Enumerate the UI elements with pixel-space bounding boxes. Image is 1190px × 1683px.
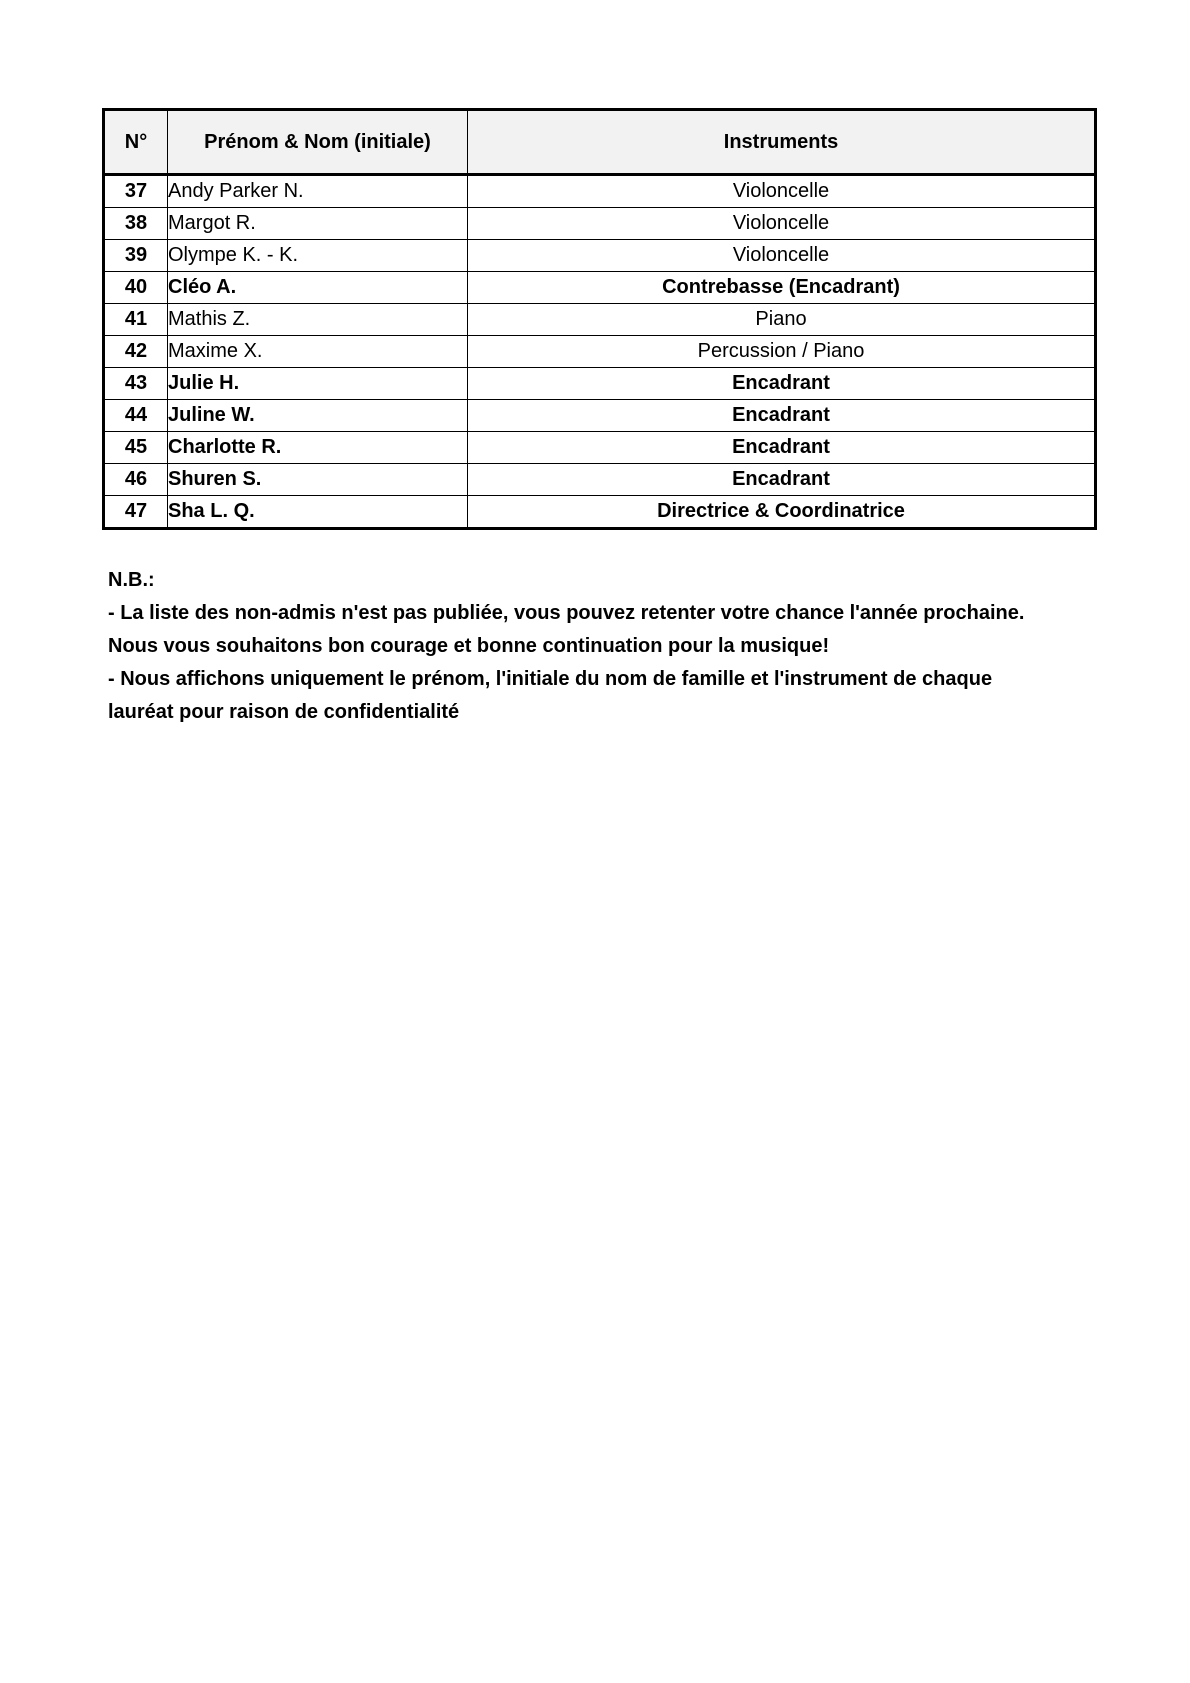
table-row <box>104 208 1096 240</box>
notes-heading: N.B.: <box>108 569 155 591</box>
row-number-cell: 42 <box>104 336 168 368</box>
header-instrument: Instruments <box>468 110 1096 175</box>
notes-section <box>108 564 1068 729</box>
table-row <box>104 304 1096 336</box>
row-name-cell: Juline W. <box>168 400 468 432</box>
roster-body <box>104 175 1096 529</box>
row-name-cell: Mathis Z. <box>168 304 468 336</box>
table-row <box>104 400 1096 432</box>
row-instrument-cell: Encadrant <box>468 432 1096 464</box>
row-instrument-cell: Percussion / Piano <box>468 336 1096 368</box>
row-instrument-cell: Violoncelle <box>468 240 1096 272</box>
row-instrument-cell: Directrice & Coordinatrice <box>468 496 1096 529</box>
header-number: N° <box>104 110 168 175</box>
row-name-cell: Maxime X. <box>168 336 468 368</box>
row-number-cell: 41 <box>104 304 168 336</box>
document-page <box>102 108 1094 729</box>
row-instrument-cell: Encadrant <box>468 400 1096 432</box>
row-name-cell: Sha L. Q. <box>168 496 468 529</box>
notes-line: lauréat pour raison de confidentialité <box>108 701 460 723</box>
notes-line: - La liste des non-admis n'est pas publiée, vous pouvez retenter votre chance l'année prochaine. <box>108 602 1025 624</box>
row-number-cell: 40 <box>104 272 168 304</box>
row-name-cell: Cléo A. <box>168 272 468 304</box>
notes-line: Nous vous souhaitons bon courage et bonne continuation pour la musique! <box>108 635 830 657</box>
table-row <box>104 432 1096 464</box>
table-row <box>104 368 1096 400</box>
row-name-cell: Andy Parker N. <box>168 175 468 208</box>
row-number-cell: 46 <box>104 464 168 496</box>
table-row <box>104 175 1096 208</box>
table-row <box>104 464 1096 496</box>
row-name-cell: Shuren S. <box>168 464 468 496</box>
table-row <box>104 240 1096 272</box>
row-number-cell: 45 <box>104 432 168 464</box>
roster-table <box>102 108 1097 530</box>
row-number-cell: 37 <box>104 175 168 208</box>
table-row <box>104 336 1096 368</box>
row-name-cell: Margot R. <box>168 208 468 240</box>
row-number-cell: 47 <box>104 496 168 529</box>
notes-line: - Nous affichons uniquement le prénom, l'initiale du nom de famille et l'instrument de chaque <box>108 668 993 690</box>
row-instrument-cell: Violoncelle <box>468 208 1096 240</box>
row-instrument-cell: Encadrant <box>468 464 1096 496</box>
table-header-row <box>104 110 1096 175</box>
table-row <box>104 496 1096 529</box>
row-number-cell: 39 <box>104 240 168 272</box>
row-instrument-cell: Piano <box>468 304 1096 336</box>
row-instrument-cell: Encadrant <box>468 368 1096 400</box>
row-name-cell: Olympe K. - K. <box>168 240 468 272</box>
row-number-cell: 44 <box>104 400 168 432</box>
row-number-cell: 38 <box>104 208 168 240</box>
header-name: Prénom & Nom (initiale) <box>168 110 468 175</box>
row-instrument-cell: Violoncelle <box>468 175 1096 208</box>
row-name-cell: Charlotte R. <box>168 432 468 464</box>
table-row <box>104 272 1096 304</box>
row-instrument-cell: Contrebasse (Encadrant) <box>468 272 1096 304</box>
row-number-cell: 43 <box>104 368 168 400</box>
row-name-cell: Julie H. <box>168 368 468 400</box>
